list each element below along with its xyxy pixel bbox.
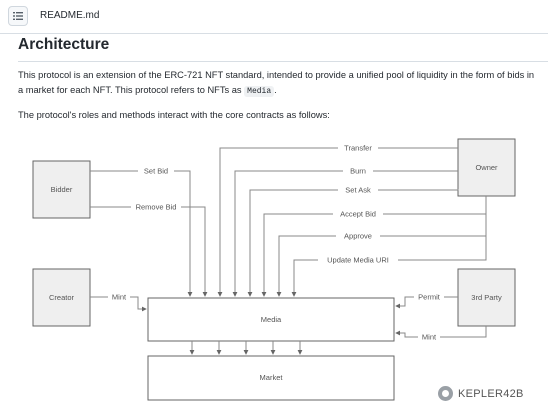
permit-label: Permit <box>418 292 440 302</box>
media-code: Media <box>244 86 274 97</box>
intro-end: . <box>274 84 277 95</box>
bidder-box <box>33 161 90 218</box>
creator-box <box>33 269 90 326</box>
market-label: Market <box>259 373 283 382</box>
market-contract-box <box>148 356 394 400</box>
file-name: README.md <box>40 10 100 21</box>
file-header <box>0 0 548 34</box>
transfer-line <box>220 148 458 296</box>
update-uri-line <box>294 236 486 296</box>
approve-label: Approve <box>344 231 372 241</box>
accept-bid-label: Accept Bid <box>340 209 376 219</box>
set-bid-label: Set Bid <box>143 166 169 176</box>
set-ask-line <box>250 189 458 296</box>
heading-divider <box>18 61 548 62</box>
intro-text: This protocol is an extension of the ERC-721 NFT standard, intended to provide a unified pool of liquidity in the form of bids in a market for each NFT. This protocol refers to NFTs as <box>18 70 535 95</box>
watermark-text: KEPLER42B <box>458 387 524 400</box>
list-icon <box>12 10 24 22</box>
update-uri-label: Update Media URI <box>327 255 389 265</box>
remove-bid-line <box>90 207 205 296</box>
third-party-mint-label: Mint <box>421 332 437 342</box>
bidder-label: Bidder <box>50 185 73 194</box>
third-party-mint-line <box>396 326 486 337</box>
creator-mint-label: Mint <box>111 292 127 302</box>
transfer-label: Transfer <box>344 143 372 153</box>
watermark <box>438 386 524 401</box>
architecture-diagram <box>0 128 548 415</box>
owner-label: Owner <box>475 163 498 172</box>
media-contract-box <box>148 298 394 341</box>
owner-box <box>458 139 515 196</box>
set-bid-line <box>90 171 190 296</box>
burn-label: Burn <box>350 166 366 176</box>
media-to-market-arrows <box>192 341 300 354</box>
outline-toggle-button[interactable] <box>8 6 28 26</box>
intro-paragraph <box>18 68 538 99</box>
remove-bid-label: Remove Bid <box>135 202 177 212</box>
third-party-box <box>458 269 515 326</box>
wechat-icon <box>438 386 453 401</box>
media-label: Media <box>260 315 282 324</box>
creator-label: Creator <box>48 293 75 302</box>
section-heading: Architecture <box>18 36 110 53</box>
set-ask-label: Set Ask <box>345 185 371 195</box>
third-party-label: 3rd Party <box>471 293 502 302</box>
roles-paragraph: The protocol's roles and methods interact with the core contracts as follows: <box>18 110 330 120</box>
